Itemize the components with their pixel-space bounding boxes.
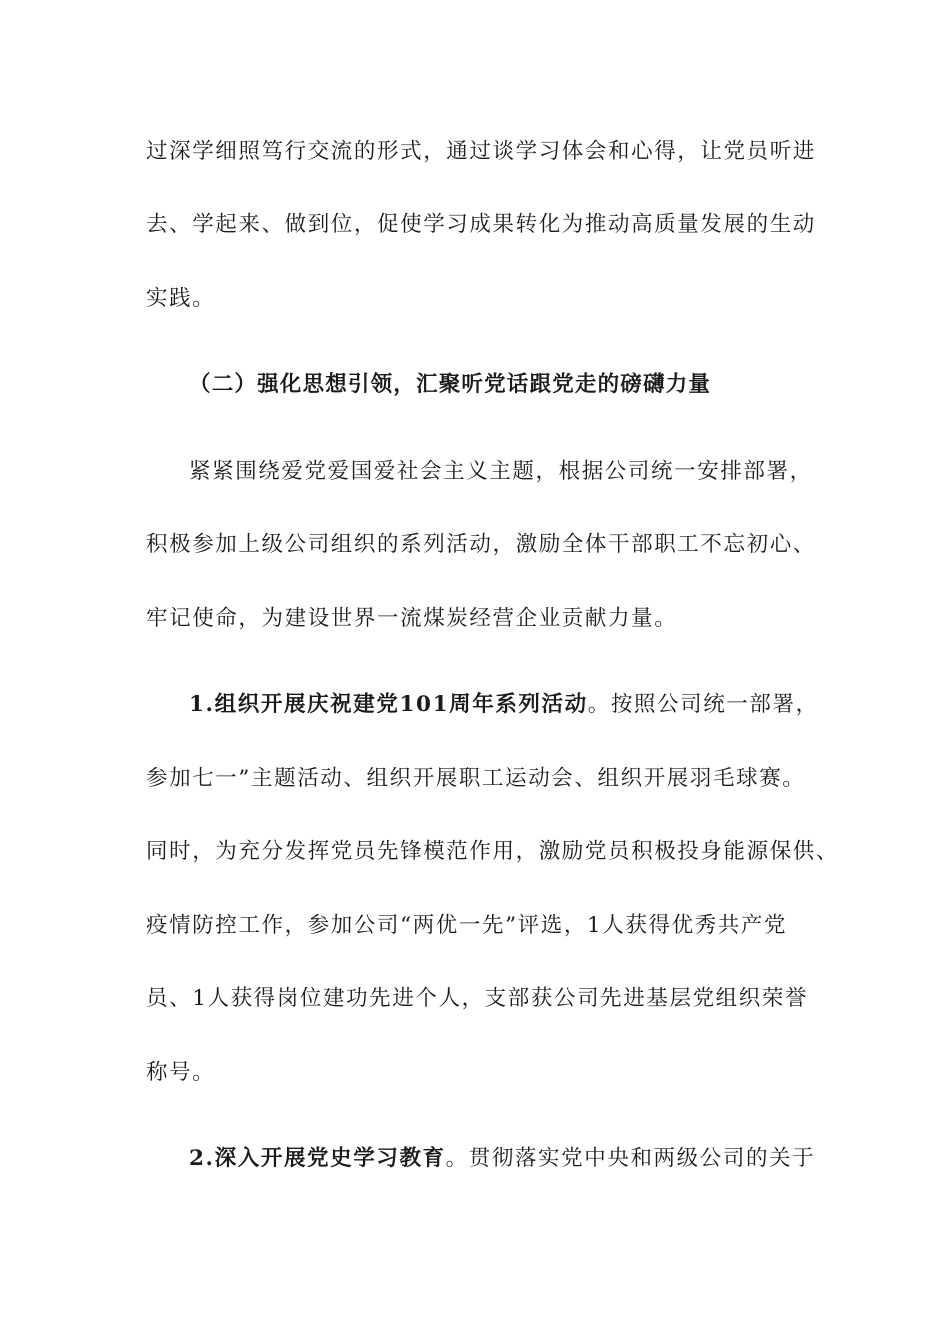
paragraph-2-line-2: 积极参加上级公司组织的系列活动，激励全体干部职工不忘初心、 xyxy=(146,532,816,557)
paragraph-2-line-3: 牢记使命，为建设世界一流煤炭经营企业贡献力量。 xyxy=(146,606,678,631)
item-1-line-2: 参加七一”主题活动、组织开展职工运动会、组织开展羽毛球赛。 xyxy=(146,766,806,791)
item-1-line-4: 疫情防控工作，参加公司“两优一先”评选，1人获得优秀共产党 xyxy=(146,913,788,938)
item-2-title: 2.深入开展党史学习教育 xyxy=(189,1146,446,1171)
item-1-line-3: 同时，为充分发挥党员先锋模范作用，激励党员积极投身能源保供、 xyxy=(146,839,840,864)
item-1-title: 1.组织开展庆祝建党101周年系列活动 xyxy=(189,692,588,717)
item-2-text: 。贯彻落实党中央和两级公司的关于 xyxy=(445,1146,816,1171)
paragraph-1-line-2: 去、学起来、做到位，促使学习成果转化为推动高质量发展的生动 xyxy=(146,212,816,237)
item-1-line-1 xyxy=(189,690,819,720)
item-1-line-6: 称号。 xyxy=(146,1060,216,1085)
paragraph-1-line-3: 实践。 xyxy=(146,286,216,311)
item-2-line-1 xyxy=(189,1144,815,1174)
item-1-line-5: 员、1人获得岗位建功先进个人，支部获公司先进基层党组织荣誉 xyxy=(146,986,809,1011)
section-heading: （二）强化思想引领，汇聚听党话跟党走的磅礴力量 xyxy=(189,372,712,397)
paragraph-2-line-1: 紧紧围绕爱党爱国爱社会主义主题，根据公司统一安排部署， xyxy=(189,459,813,484)
paragraph-1-line-1: 过深学细照笃行交流的形式，通过谈学习体会和心得，让党员听进 xyxy=(146,139,816,164)
item-1-text: 。按照公司统一部署， xyxy=(587,692,819,717)
